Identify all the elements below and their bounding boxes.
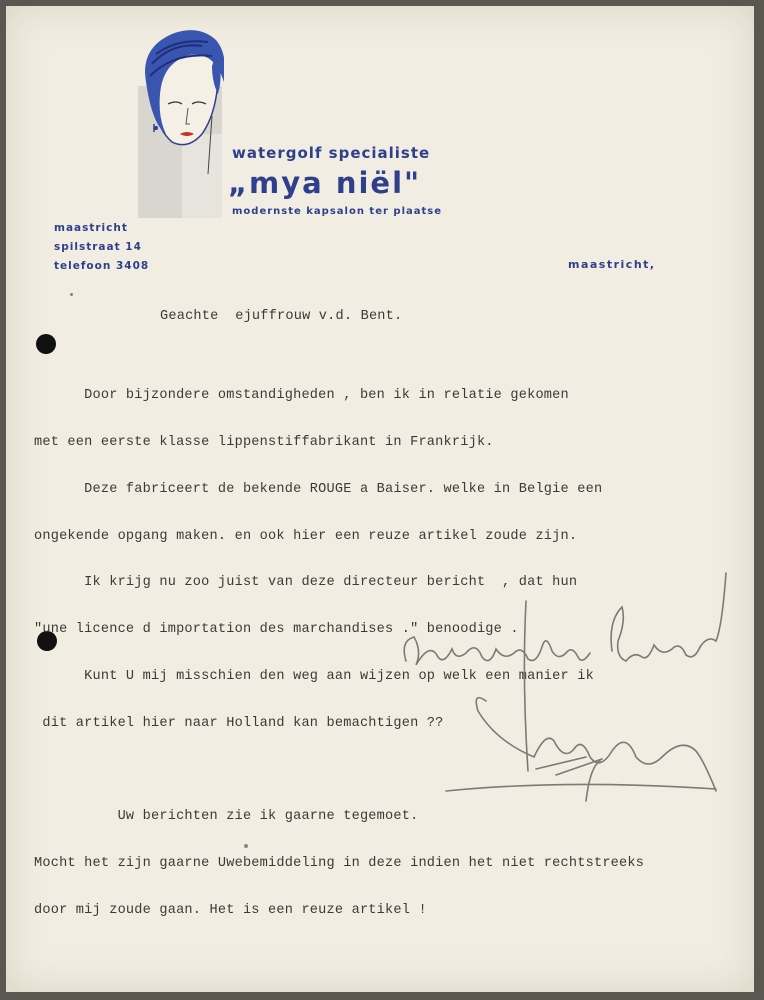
- punch-hole: [36, 334, 56, 354]
- letter-sheet: [6, 6, 754, 992]
- letter-line: met een eerste klasse lippenstiffabrikant in Frankrijk.: [34, 434, 494, 450]
- logo-woman-illustration: [132, 24, 224, 218]
- handwritten-signature: [386, 561, 746, 821]
- letter-line: Uw berichten zie ik gaarne tegemoet.: [34, 809, 419, 825]
- letter-line: "une licence d importation des marchandises ." benoodige .: [34, 622, 519, 638]
- business-subtitle: modernste kapsalon ter plaatse: [232, 206, 443, 217]
- letter-line: door mij zoude gaan. Het is een reuze artikel !: [34, 902, 427, 918]
- letter-line: Kunt U mij misschien den weg aan wijzen op welk een manier ik: [34, 668, 594, 684]
- address-street: spilstraat 14: [54, 241, 142, 253]
- letter-line: Ik krijg nu zoo juist van deze directeur bericht , dat hun: [34, 575, 578, 591]
- letter-line: Mocht het zijn gaarne Uwebemiddeling in deze indien het niet rechtstreeks: [34, 856, 645, 871]
- business-tagline: watergolf specialiste: [232, 144, 431, 162]
- business-name: „mya niël": [228, 166, 422, 200]
- letter-line: ongekende opgang maken. en ook hier een reuze artikel zoude zijn.: [34, 528, 578, 544]
- paper-speck: [70, 293, 73, 296]
- letter-line: dit artikel hier naar Holland kan bemachtigen ??: [34, 715, 444, 731]
- address-city: maastricht: [54, 222, 128, 234]
- address-phone: telefoon 3408: [54, 260, 150, 272]
- letter-line: Deze fabriceert de bekende ROUGE a Baiser. welke in Belgie een: [34, 481, 603, 497]
- business-address: [54, 219, 149, 276]
- place-date-line: maastricht,: [568, 258, 656, 271]
- salutation: Geachte ejuffrouw v.d. Bent.: [160, 309, 403, 324]
- letter-line: Door bijzondere omstandigheden , ben ik in relatie gekomen: [34, 388, 569, 404]
- paper-speck: [244, 844, 248, 848]
